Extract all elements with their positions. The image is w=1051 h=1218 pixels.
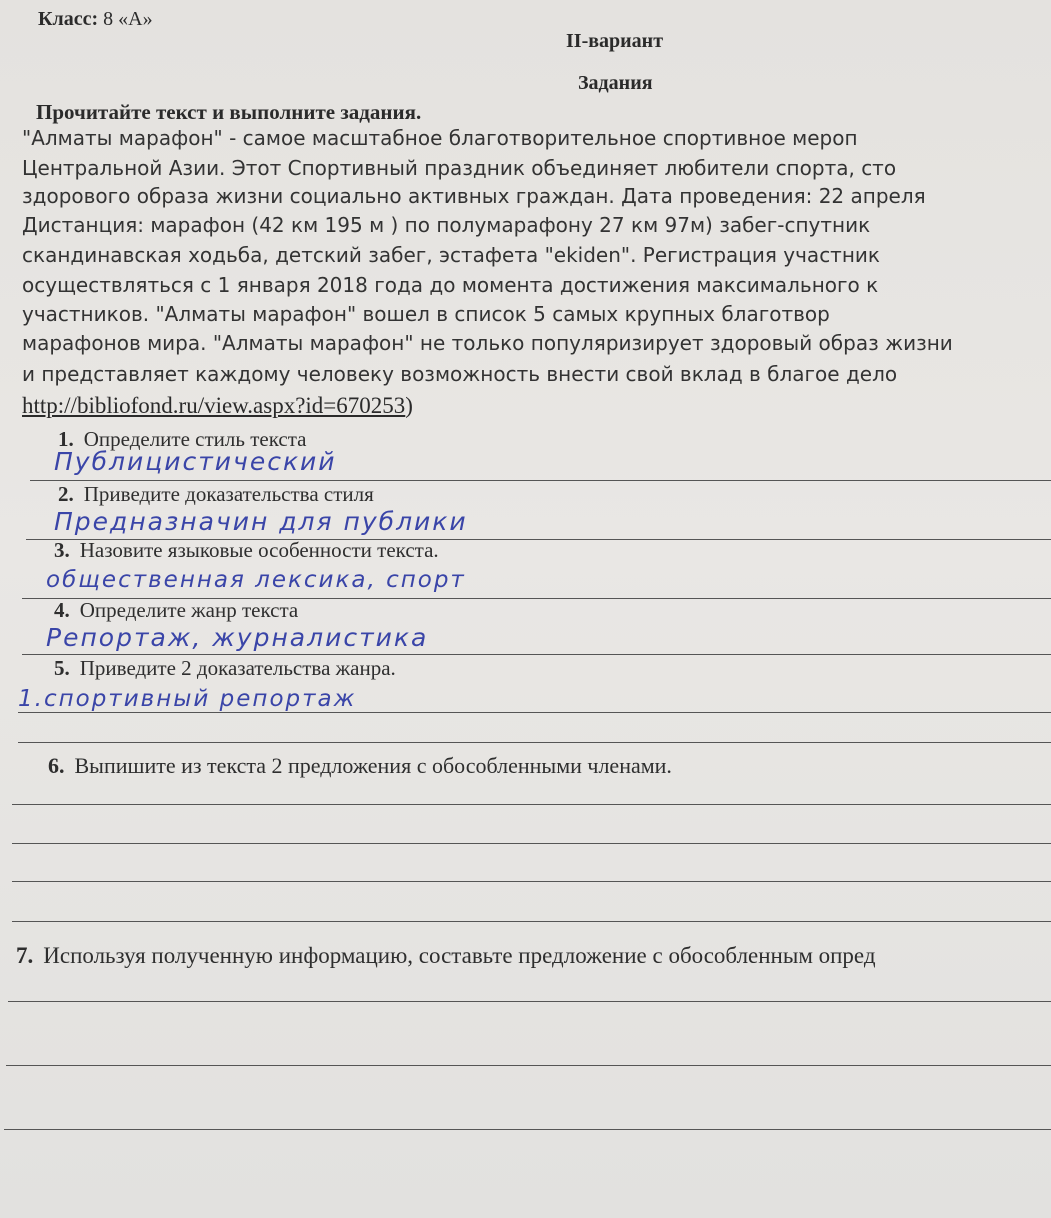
question-4 bbox=[54, 598, 298, 623]
text-line: участников. "Алматы марафон" вошел в список 5 самых крупных благотвор bbox=[22, 302, 830, 326]
answer-3[interactable]: общественная лексика, спорт bbox=[46, 567, 466, 593]
question-number: 2. bbox=[58, 482, 74, 506]
answer-line bbox=[12, 921, 1051, 922]
question-number: 7. bbox=[16, 943, 34, 968]
instruction: Прочитайте текст и выполните задания. bbox=[36, 100, 422, 124]
answer-line bbox=[18, 742, 1051, 743]
answer-line bbox=[30, 480, 1051, 481]
source-link-row bbox=[22, 393, 413, 419]
answer-line bbox=[18, 712, 1051, 713]
text-line: Дистанция: марафон (42 км 195 м ) по полумарафону 27 км 97м) забег-спутник bbox=[22, 213, 871, 237]
question-number: 4. bbox=[54, 598, 70, 622]
question-5 bbox=[54, 656, 396, 681]
question-3 bbox=[54, 538, 439, 563]
answer-1[interactable]: Публицистический bbox=[54, 447, 337, 476]
question-text: Назовите языковые особенности текста. bbox=[79, 538, 439, 562]
question-2 bbox=[58, 482, 374, 507]
answer-line bbox=[22, 654, 1051, 655]
answer-2[interactable]: Предназначин для публики bbox=[54, 507, 468, 536]
text-line: здорового образа жизни социально активных граждан. Дата проведения: 22 апреля bbox=[22, 184, 926, 208]
answer-5[interactable]: 1.спортивный репортаж bbox=[18, 686, 357, 712]
answer-line bbox=[8, 1001, 1051, 1002]
question-text: Приведите 2 доказательства жанра. bbox=[79, 656, 396, 680]
question-text: Выпишите из текста 2 предложения с обособленными членами. bbox=[74, 753, 672, 778]
text-line: скандинавская ходьба, детский забег, эстафета "ekiden". Регистрация участник bbox=[22, 243, 880, 267]
source-link[interactable]: http://bibliofond.ru/view.aspx?id=670253 bbox=[22, 393, 406, 418]
question-number: 5. bbox=[54, 656, 70, 680]
question-number: 6. bbox=[48, 753, 65, 778]
text-line: марафонов мира. "Алматы марафон" не только популяризирует здоровый образ жизни bbox=[22, 331, 953, 355]
answer-4[interactable]: Репортаж, журналистика bbox=[46, 623, 429, 652]
question-text: Определите жанр текста bbox=[79, 598, 299, 622]
answer-line bbox=[12, 843, 1051, 844]
source-link-tail: ) bbox=[405, 393, 413, 418]
answer-line bbox=[4, 1129, 1051, 1130]
question-6 bbox=[48, 753, 672, 779]
question-7 bbox=[16, 943, 876, 969]
question-text: Приведите доказательства стиля bbox=[83, 482, 374, 506]
class-label-value: 8 «А» bbox=[103, 8, 153, 30]
class-label-key: Класс: bbox=[38, 8, 99, 30]
text-line: осуществляться с 1 января 2018 года до момента достижения максимального к bbox=[22, 273, 879, 297]
text-line: Центральной Азии. Этот Спортивный праздник объединяет любители спорта, сто bbox=[22, 156, 897, 180]
text-line: "Алматы марафон" - самое масштабное благотворительное спортивное мероп bbox=[22, 126, 858, 150]
text-line: и представляет каждому человеку возможность внести свой вклад в благое дело bbox=[22, 362, 898, 386]
tasks-heading: Задания bbox=[578, 72, 653, 94]
question-text: Определите стиль текста bbox=[83, 427, 307, 451]
question-number: 3. bbox=[54, 538, 70, 562]
answer-line bbox=[12, 804, 1051, 805]
question-text: Используя полученную информацию, составьте предложение с обособленным опред bbox=[43, 943, 876, 968]
answer-line bbox=[12, 881, 1051, 882]
class-label bbox=[38, 8, 153, 31]
variant-heading: II-вариант bbox=[566, 30, 664, 52]
answer-line bbox=[6, 1065, 1051, 1066]
question-number: 1. bbox=[58, 427, 74, 451]
